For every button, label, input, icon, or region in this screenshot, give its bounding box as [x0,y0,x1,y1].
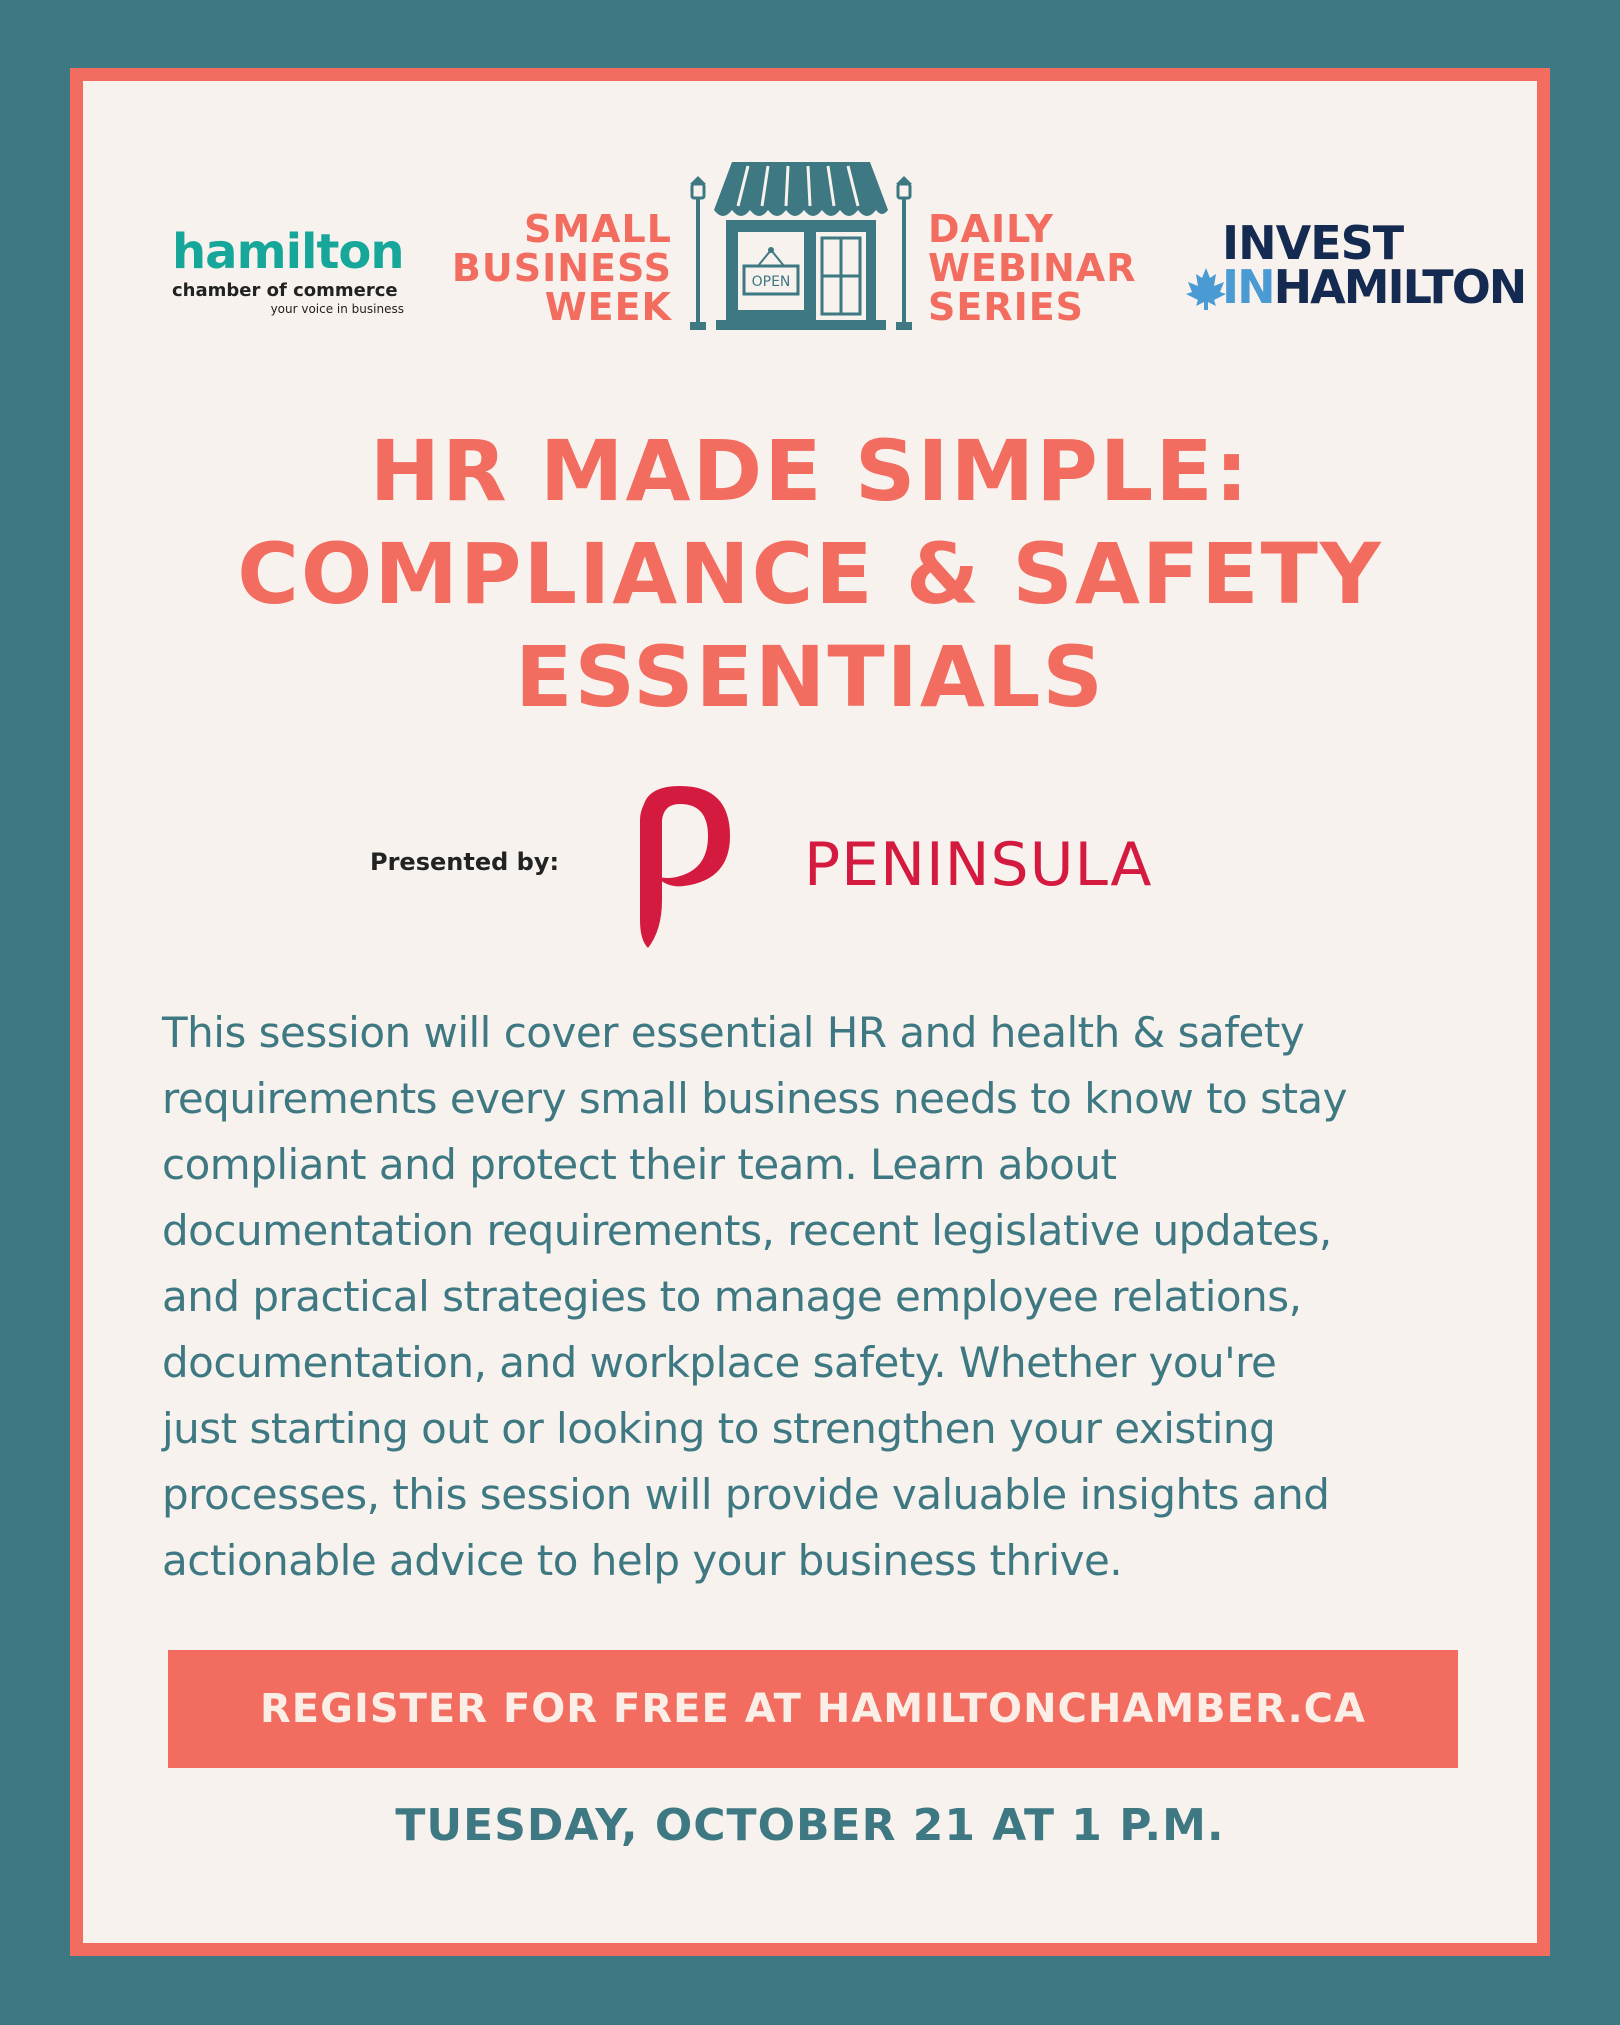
invest-in-hamilton-logo [1180,216,1526,320]
invest-logo-line1: INVEST [1222,216,1404,270]
title-line-1: HR MADE SIMPLE: [369,422,1251,520]
peninsula-p-logo-icon [610,780,740,950]
presented-by-label: Presented by: [370,848,560,876]
description-line-3: compliant and protect their team. Learn about [162,1140,1117,1189]
register-button-label: REGISTER FOR FREE AT HAMILTONCHAMBER.CA [259,1686,1366,1732]
description-line-1: This session will cover essential HR and health & safety [162,1008,1305,1057]
description-line-7: just starting out or looking to strengthen your existing [162,1404,1276,1453]
hamilton-chamber-logo [172,224,404,316]
invest-logo-line2 [1222,260,1526,314]
event-title [150,420,1470,729]
description-line-6: documentation, and workplace safety. Whether you're [162,1338,1277,1387]
storefront-icon [686,158,916,338]
chamber-logo-tagline: your voice in business [270,302,404,316]
title-line-2: COMPLIANCE & SAFETY [237,525,1383,623]
invest-logo-in: IN [1222,260,1274,314]
sbw-line-2: BUSINESS [451,246,672,290]
chamber-logo-subtitle: chamber of commerce [172,280,398,301]
store-sign-text: OPEN [751,274,791,290]
chamber-logo-name: hamilton [172,224,404,280]
description-line-8: processes, this session will provide valuable insights and [162,1470,1330,1519]
daily-webinar-series-text [928,207,1168,329]
title-line-3: ESSENTIALS [515,628,1105,726]
description-line-4: documentation requirements, recent legislative updates, [162,1206,1332,1255]
dws-line-1: DAILY [928,207,1054,251]
event-date: TUESDAY, OCTOBER 21 AT 1 P.M. [395,1800,1225,1851]
small-business-week-text [440,207,672,329]
description-line-2: requirements every small business needs to know to stay [162,1074,1348,1123]
sbw-line-3: WEEK [544,285,672,329]
register-button[interactable] [168,1650,1458,1768]
peninsula-wordmark: PENINSULA [804,830,1153,900]
sbw-line-1: SMALL [523,207,672,251]
description-line-9: actionable advice to help your business thrive. [162,1536,1123,1585]
event-description [162,1000,1462,1594]
dws-line-2: WEBINAR [928,246,1137,290]
invest-logo-hamilton: HAMILTON [1273,260,1526,314]
dws-line-3: SERIES [928,285,1085,329]
description-line-5: and practical strategies to manage employee relations, [162,1272,1302,1321]
